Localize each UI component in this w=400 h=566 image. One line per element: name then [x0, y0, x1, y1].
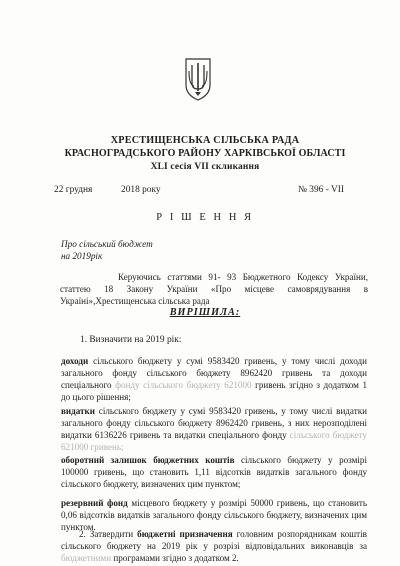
balance-text: сільського бюджету у розмірі 100000 гривень, що становить 1,11 відсотків видатків загального фонду сільського бюджету, визначених цим пунктом; — [61, 455, 367, 489]
decided-heading: ВИРІШИЛА: — [169, 307, 241, 318]
session-info: ХLІ сесія VІІ скликання — [150, 162, 260, 172]
expense-text: сільського бюджету у сумі 9583420 гривень, у тому числі видатки загального фонду сільського бюджету 8962420 гривень, з них нерозподілені видатки 6136226 гривень та видатки спеціального фонду — [61, 406, 367, 440]
decision-subject — [61, 238, 153, 262]
balance-term: оборотний залишок бюджетних коштів — [61, 455, 235, 465]
intro-paragraph: Керуючись статтями 91- 93 Бюджетного Кодексу України, статтею 18 Закону України «Про місцеве самоврядування в Україні»,Хрестищенська сільська рада — [60, 272, 368, 306]
district-region: КРАСНОГРАДСЬКОГО РАЙОНУ ХАРКІВСЬКОЇ ОБЛАСТІ — [64, 148, 346, 159]
date-year: 2018 року — [121, 185, 161, 195]
revenue-faint-text: фонду сільського бюджету 621000 — [115, 380, 252, 390]
expense-term: видатки — [61, 406, 96, 416]
decision-number: № 396 - VІІ — [298, 185, 345, 195]
document-title: Р І Ш Е Н Н Я — [156, 212, 254, 223]
subject-line-1: Про сільський бюджет — [61, 239, 153, 249]
item-1-heading: 1. Визначити на 2019 рік: — [80, 335, 182, 345]
expense-faint-text: сільського бюджету 621000 гривень; — [61, 430, 367, 452]
reserve-text: місцевого бюджету у розмірі 50000 гривень, що становить 0,06 відсотків видатків загального фонду сільського бюджету, визначених цим пунктом. — [61, 498, 367, 532]
item-2-prefix: 2. Затвердити — [79, 529, 138, 539]
trident-emblem-icon — [183, 55, 213, 101]
item-2-faint-text: бюджетними — [61, 553, 112, 563]
item-2-tail-text: програмами згідно з додатком 2. — [111, 553, 239, 563]
expense-paragraph — [61, 405, 367, 453]
item-2-paragraph — [61, 528, 367, 564]
revenue-term: доходи — [61, 356, 89, 366]
reserve-term: резервний фонд — [61, 498, 128, 508]
revenue-text: сільського бюджету у сумі 9583420 гривень, у тому числі доходи загального фонду сільського бюджету 8962420 гривень та доходи спеціального — [61, 356, 367, 390]
revenue-tail-text: гривень згідно з додатком 1 до цього рішення; — [61, 380, 367, 402]
revenue-paragraph — [61, 355, 367, 403]
subject-line-2: на 2019рік — [61, 251, 103, 261]
item-2-term: бюджетні призначення — [137, 529, 233, 539]
balance-paragraph — [61, 454, 367, 490]
council-name: ХРЕСТИЩЕНСЬКА СІЛЬСЬКА РАДА — [110, 135, 300, 146]
date-day: 22 грудня — [54, 185, 93, 195]
item-2-text: головним розпорядникам коштів сільського бюджету на 2019 рік у розрізі відповідальних виконавців за — [61, 529, 367, 551]
